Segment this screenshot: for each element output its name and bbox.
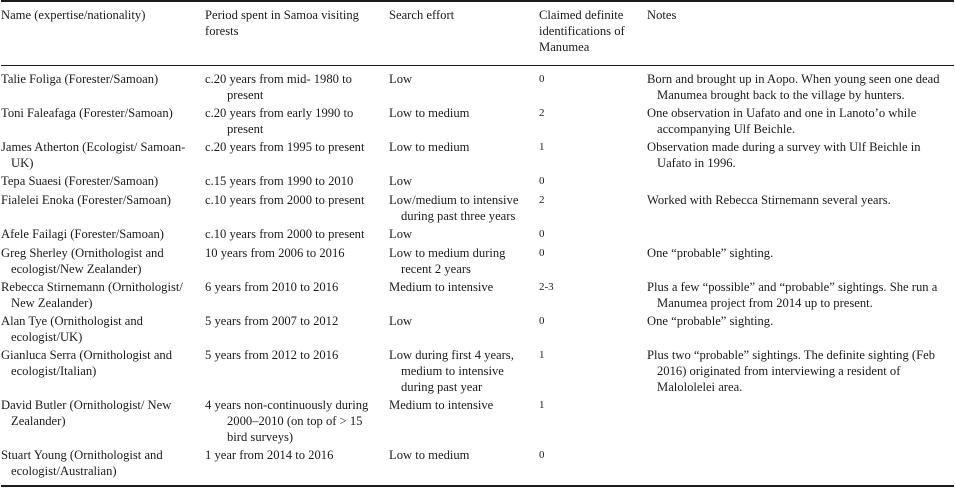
- claimed-count: 2-3: [539, 281, 554, 293]
- cell-name: Fialelei Enoka (Forester/Samoan): [1, 193, 171, 207]
- cell-period: c.15 years from 1990 to 2010: [205, 174, 354, 188]
- cell-claimed: [539, 138, 647, 172]
- table-row: [1, 446, 954, 486]
- cell-period: c.20 years from early 1990 to present: [205, 106, 354, 136]
- cell-search: Low during first 4 years, medium to intensive during past year: [389, 348, 514, 394]
- cell-search: Low to medium: [389, 140, 470, 154]
- table-row: [1, 191, 954, 225]
- cell-search: Medium to intensive: [389, 280, 494, 294]
- cell-name: Tepa Suaesi (Forester/Samoan): [1, 174, 159, 188]
- claimed-count: 0: [539, 73, 545, 85]
- column-header-notes: Notes: [647, 1, 954, 66]
- cell-claimed: [539, 346, 647, 396]
- table-header-row: [1, 1, 954, 66]
- table-row: [1, 346, 954, 396]
- cell-notes: Born and brought up in Aopo. When young seen one dead Manumea brought back to the village by hunters.: [647, 72, 940, 102]
- cell-period: 10 years from 2006 to 2016: [205, 246, 345, 260]
- cell-name: Stuart Young (Ornithologist and ecologist/Australian): [1, 448, 163, 478]
- cell-period: c.10 years from 2000 to present: [205, 227, 365, 241]
- column-header-name: Name (expertise/nationality): [1, 1, 205, 66]
- cell-name: Toni Faleafaga (Forester/Samoan): [1, 106, 173, 120]
- table-row: [1, 104, 954, 138]
- cell-notes: One observation in Uafato and one in Lanoto’o while accompanying Ulf Beichle.: [647, 106, 917, 136]
- claimed-count: 0: [539, 449, 545, 461]
- cell-search: Low: [389, 174, 413, 188]
- cell-name: Gianluca Serra (Ornithologist and ecologist/Italian): [1, 348, 173, 378]
- cell-notes: [647, 446, 954, 486]
- table-row: [1, 312, 954, 346]
- cell-claimed: [539, 278, 647, 312]
- claimed-count: 1: [539, 349, 545, 361]
- cell-period: 5 years from 2012 to 2016: [205, 348, 339, 362]
- table-row: [1, 278, 954, 312]
- cell-notes: Plus two “probable” sightings. The definite sighting (Feb 2016) originated from interviewing a resident of Malololelei area.: [647, 348, 935, 394]
- cell-notes: [647, 225, 954, 244]
- cell-name: Talie Foliga (Forester/Samoan): [1, 72, 159, 86]
- column-header-claimed: Claimed definite identifications of Manumea: [539, 1, 647, 66]
- claimed-count: 1: [539, 141, 545, 153]
- claimed-count: 2: [539, 194, 545, 206]
- cell-search: Low to medium: [389, 448, 470, 462]
- claimed-count: 0: [539, 247, 545, 259]
- cell-name: Afele Failagi (Forester/Samoan): [1, 227, 164, 241]
- cell-name: Rebecca Stirnemann (Ornithologist/ New Zealander): [1, 280, 183, 310]
- cell-notes: Worked with Rebecca Stirnemann several years.: [647, 193, 891, 207]
- cell-claimed: [539, 104, 647, 138]
- cell-notes: [647, 396, 954, 446]
- cell-period: 6 years from 2010 to 2016: [205, 280, 339, 294]
- claimed-count: 2: [539, 107, 545, 119]
- cell-notes: [647, 172, 954, 191]
- cell-search: Low: [389, 227, 413, 241]
- cell-search: Low to medium during recent 2 years: [389, 246, 506, 276]
- expert-search-effort-table: [1, 0, 954, 487]
- table-row: [1, 396, 954, 446]
- cell-search: Low: [389, 72, 413, 86]
- table-row: [1, 172, 954, 191]
- cell-period: c.10 years from 2000 to present: [205, 193, 365, 207]
- cell-search: Low/medium to intensive during past three years: [389, 193, 519, 223]
- cell-period: 4 years non-continuously during 2000–2010 (on top of > 15 bird surveys): [205, 398, 369, 444]
- cell-search: Low to medium: [389, 106, 470, 120]
- cell-period: c.20 years from 1995 to present: [205, 140, 365, 154]
- claimed-count: 1: [539, 399, 545, 411]
- table-row: [1, 244, 954, 278]
- claimed-count: 0: [539, 228, 545, 240]
- cell-notes: One “probable” sighting.: [647, 314, 774, 328]
- claimed-count: 0: [539, 315, 545, 327]
- cell-notes: Observation made during a survey with Ulf Beichle in Uafato in 1996.: [647, 140, 921, 170]
- cell-claimed: [539, 396, 647, 446]
- cell-notes: Plus a few “possible” and “probable” sightings. She run a Manumea project from 2014 up to present.: [647, 280, 938, 310]
- cell-claimed: [539, 312, 647, 346]
- cell-search: Medium to intensive: [389, 398, 494, 412]
- cell-period: c.20 years from mid- 1980 to present: [205, 72, 352, 102]
- column-header-period: Period spent in Samoa visiting forests: [205, 1, 389, 66]
- cell-claimed: [539, 225, 647, 244]
- column-header-search: Search effort: [389, 1, 539, 66]
- cell-claimed: [539, 244, 647, 278]
- cell-claimed: [539, 172, 647, 191]
- cell-search: Low: [389, 314, 413, 328]
- cell-claimed: [539, 191, 647, 225]
- table-row: [1, 225, 954, 244]
- cell-claimed: [539, 446, 647, 486]
- cell-name: James Atherton (Ecologist/ Samoan-UK): [1, 140, 186, 170]
- claimed-count: 0: [539, 175, 545, 187]
- table-row: [1, 138, 954, 172]
- cell-name: David Butler (Ornithologist/ New Zealander): [1, 398, 172, 428]
- table-row: [1, 66, 954, 105]
- cell-name: Greg Sherley (Ornithologist and ecologist/New Zealander): [1, 246, 164, 276]
- cell-name: Alan Tye (Ornithologist and ecologist/UK): [1, 314, 143, 344]
- cell-period: 1 year from 2014 to 2016: [205, 448, 334, 462]
- cell-claimed: [539, 66, 647, 105]
- cell-period: 5 years from 2007 to 2012: [205, 314, 339, 328]
- cell-notes: One “probable” sighting.: [647, 246, 774, 260]
